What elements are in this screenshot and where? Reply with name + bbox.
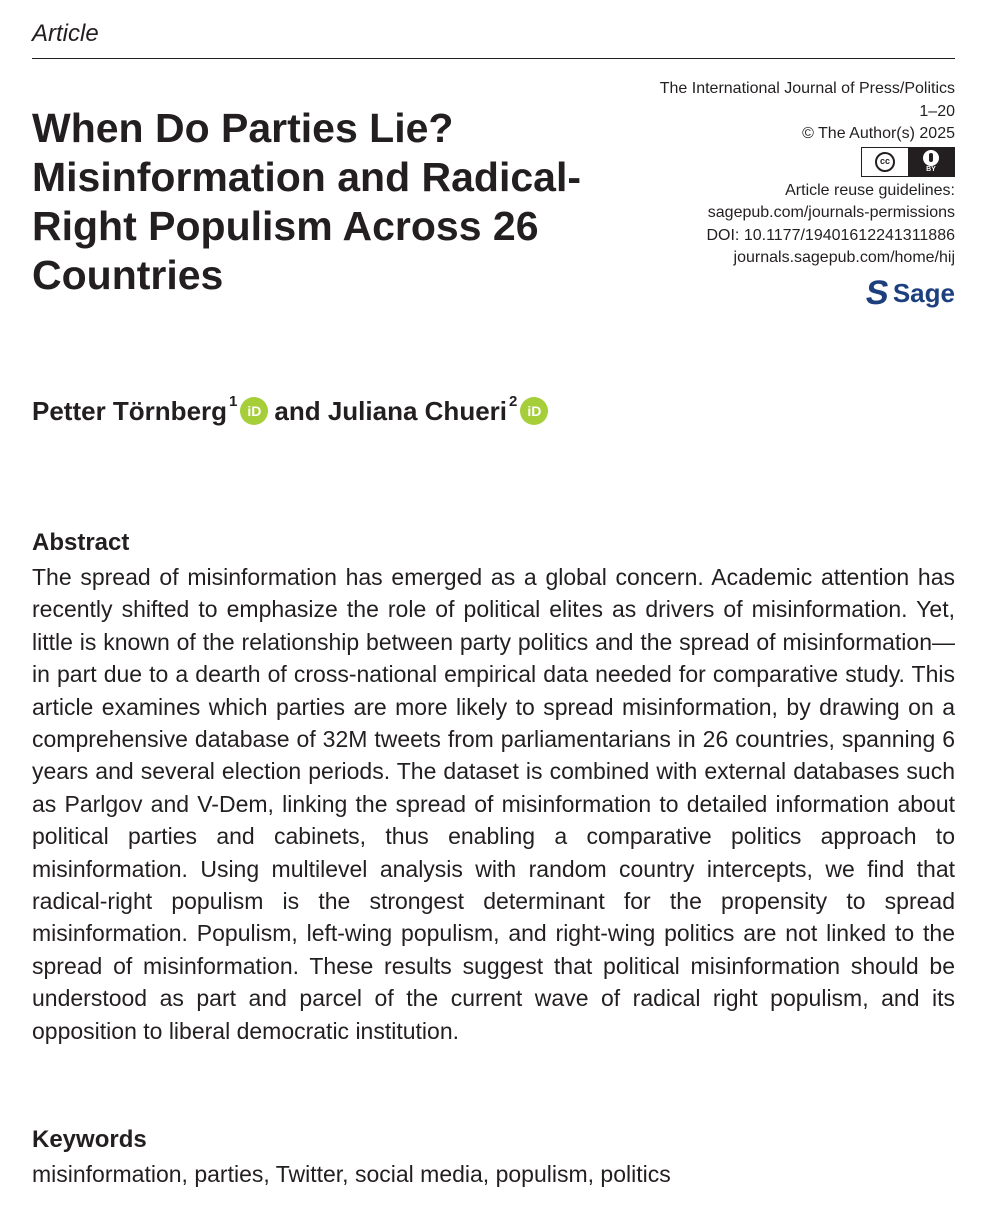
article-type-label: Article: [32, 20, 99, 47]
cc-circle: cc: [875, 152, 895, 172]
license-row: [595, 146, 955, 180]
doi-link[interactable]: DOI: 10.1177/19401612241311886: [706, 226, 955, 244]
header-divider: [32, 58, 955, 59]
author-list: [32, 394, 554, 428]
abstract-heading: Abstract: [32, 529, 130, 556]
publisher-name: Sage: [892, 277, 955, 308]
keywords-heading: Keywords: [32, 1126, 147, 1153]
author-name[interactable]: Petter Törnberg: [32, 396, 228, 426]
author-conjunction: and: [274, 396, 321, 426]
reuse-guidelines-link[interactable]: sagepub.com/journals-permissions: [707, 204, 955, 221]
journal-name: The International Journal of Press/Politics: [659, 80, 955, 97]
by-label: BY: [926, 165, 936, 173]
publication-meta: [595, 78, 955, 311]
cc-by-license-icon[interactable]: [861, 147, 955, 177]
abstract-text: The spread of misinformation has emerged as a global concern. Academic attention has recently shifted to emphasize the role of political elites as drivers of misinformation. Yet, little is known of the relationship between party politics and the spread of misinformation—in part due to a dearth of cross-national empirical data needed for comparative study. This article examines which parties are more likely to spread misinformation, by drawing on a comprehensive database of 32M tweets from parliamentarians in 26 countries, spanning 6 years and several election periods. The dataset is combined with external databases such as Parlgov and V-Dem, linking the spread of misinformation to detailed information about political parties and cabinets, thus enabling a comparative politics approach to misinformation. Using multilevel analysis with random country intercepts, we find that radical-right populism is the strongest determinant for the propensity to spread misinformation. Populism, left-wing populism, and right-wing politics are not linked to the spread of misinformation. These results suggest that political misinformation should be understood as part and parcel of the current wave of radical right populism, and its opposition to liberal democratic institution.: [32, 564, 955, 1044]
orcid-icon[interactable]: iD: [520, 397, 548, 425]
cc-icon: [862, 148, 908, 176]
by-icon: [908, 148, 954, 176]
person-icon: [923, 150, 939, 166]
sage-logo[interactable]: [863, 273, 955, 312]
journal-homepage-link[interactable]: journals.sagepub.com/home/hij: [733, 249, 955, 266]
author-affiliation: 1: [229, 393, 238, 410]
page-range: 1–20: [919, 102, 955, 120]
article-title: When Do Parties Lie? Misinformation and Radical-Right Populism Across 26 Countries: [32, 105, 581, 298]
publisher-logo-row: [595, 270, 955, 312]
orcid-icon[interactable]: iD: [240, 397, 268, 425]
keywords-text: misinformation, parties, Twitter, social media, populism, politics: [32, 1161, 671, 1187]
author-affiliation: 2: [509, 393, 518, 410]
author-name[interactable]: Juliana Chueri: [327, 396, 507, 426]
sage-s-icon: S: [863, 273, 892, 312]
reuse-guidelines-label: Article reuse guidelines:: [785, 181, 955, 199]
copyright-line: © The Author(s) 2025: [802, 125, 955, 142]
